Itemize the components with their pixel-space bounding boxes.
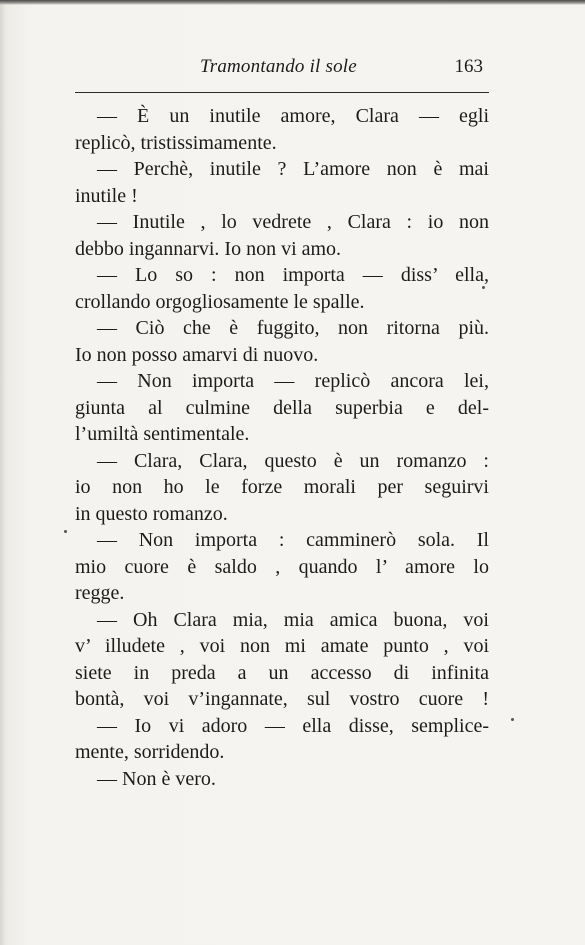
text-line: — È un inutile amore, Clara — egli xyxy=(97,105,489,127)
text-line: siete in preda a un accesso di infinita xyxy=(75,661,489,684)
page-top-edge xyxy=(0,0,585,5)
text-line: — Ciò che è fuggito, non ritorna più. xyxy=(97,317,489,339)
text-line: l’umiltà sentimentale. xyxy=(75,423,250,445)
running-title: Tramontando il sole xyxy=(200,56,357,77)
text-line: replicò, tristissimamente. xyxy=(75,131,277,154)
text-line: — Inutile , lo vedrete , Clara : io non xyxy=(97,211,489,233)
print-speck xyxy=(64,530,67,533)
text-line: — Non importa — replicò ancora lei, xyxy=(97,370,489,392)
text-line: bontà, voi v’ingannate, sul vostro cuore ! xyxy=(75,688,489,710)
text-line: — Non importa : camminerò sola. Il xyxy=(97,529,489,551)
print-speck xyxy=(511,718,514,721)
text-line: io non ho le forze morali per seguirvi xyxy=(75,476,489,498)
text-line: — Lo so : non importa — diss’ ella, xyxy=(97,264,489,286)
body-text xyxy=(75,103,489,792)
text-line: inutile ! xyxy=(75,184,138,207)
text-line: — Perchè, inutile ? L’amore non è mai xyxy=(97,158,489,180)
text-line: v’ illudete , voi non mi amate punto , voi xyxy=(75,635,489,657)
text-line: giunta al culmine della superbia e del- xyxy=(75,396,489,419)
text-line: mio cuore è saldo , quando l’ amore lo xyxy=(75,555,489,578)
text-line: — Oh Clara mia, mia amica buona, voi xyxy=(97,608,489,631)
text-line: mente, sorridendo. xyxy=(75,741,225,763)
text-line: — Clara, Clara, questo è un romanzo : xyxy=(97,449,489,472)
page-header xyxy=(75,56,485,84)
text-line: in questo romanzo. xyxy=(75,502,228,525)
header-rule xyxy=(75,92,489,93)
page-number: 163 xyxy=(454,56,483,77)
text-line: debbo ingannarvi. Io non vi amo. xyxy=(75,237,342,260)
text-line: regge. xyxy=(75,582,125,604)
text-line: — Io vi adoro — ella disse, semplice- xyxy=(97,714,489,737)
print-speck xyxy=(482,286,485,289)
text-line: Io non posso amarvi di nuovo. xyxy=(75,343,319,366)
text-line: crollando orgogliosamente le spalle. xyxy=(75,290,365,313)
text-line: — Non è vero. xyxy=(97,767,216,790)
